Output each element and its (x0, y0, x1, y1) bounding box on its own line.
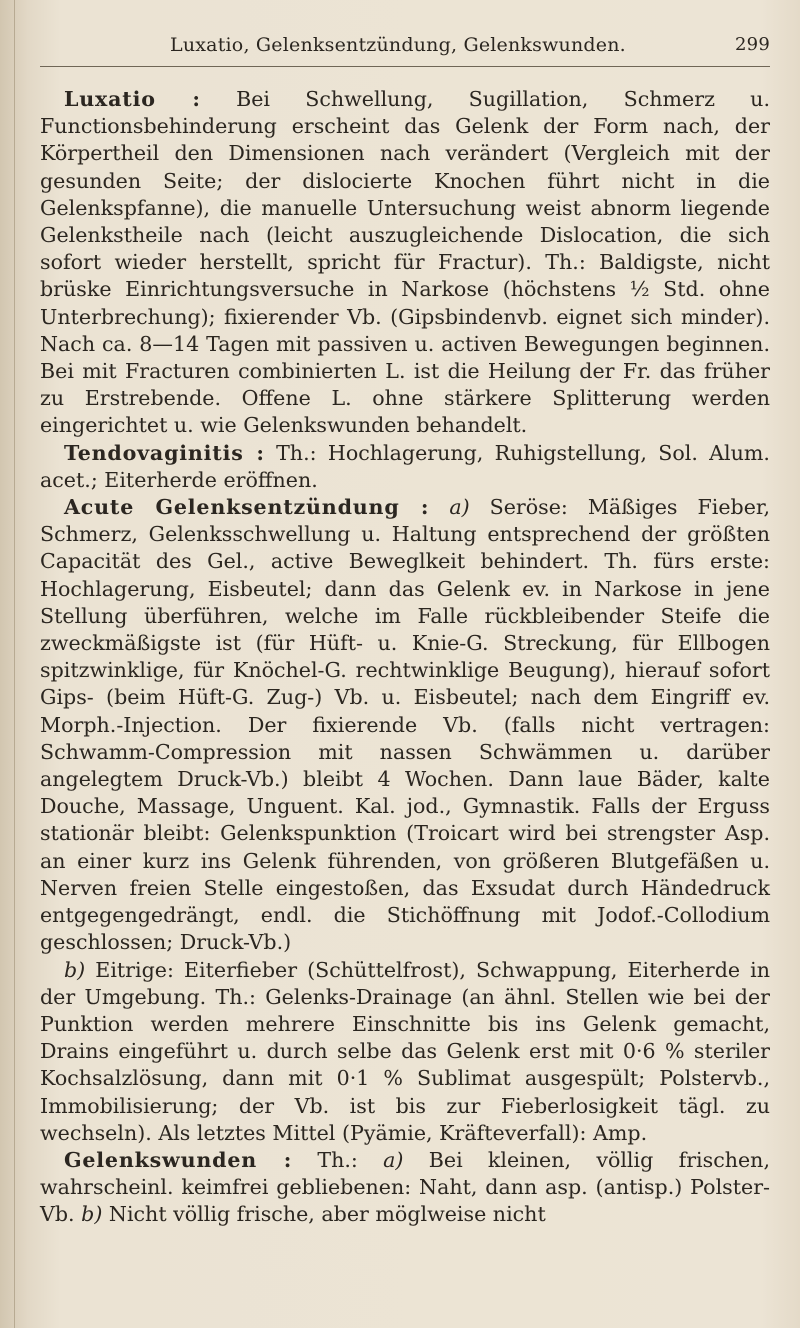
list-marker-b: b) (64, 957, 86, 982)
paragraph-tendovaginitis (40, 440, 770, 494)
paragraph-gelenkswunden (40, 1147, 770, 1229)
header-rule (40, 66, 770, 67)
paragraph-text: Th.: Hochlagerung, Ruhigstellung, Sol. Alum. acet.; Eiterherde eröffnen. (40, 440, 770, 492)
paragraph-text: Seröse: Mäßiges Fieber, Schmerz, Gelenksschwellung u. Haltung entsprechend der größten Capacität des Gel., active Beweglkeit behindert. Th. fürs erste: Hochlagerung, Eisbeutel; dann das Gelenk ev. in Narkose in jene Stellung überführen, welche im Falle rückbleibender Steife die zweckmäßigste ist (für Hüft- u. Knie-G. Streckung, für Ellbogen spitzwinklige, für Knöchel-G. rechtwinklige Beugung), hierauf sofort Gips- (beim Hüft-G. Zug-) Vb. u. Eisbeutel; nach dem Eingriff ev. Morph.-Injection. Der fixierende Vb. (falls nicht vertragen: Schwamm-Compression mit nassen Schwämmen u. darüber angelegtem Druck-Vb.) bleibt 4 Wochen. Dann laue Bäder, kalte Douche, Massage, Unguent. Kal. jod., Gymnastik. Falls der Erguss stationär bleibt: Gelenkspunktion (Troicart wird bei strengster Asp. an einer kurz ins Gelenk führenden, von größeren Blutgefäßen u. Nerven freien Stelle eingestoßen, das Exsudat durch Händedruck entgegengedrängt, endl. die Stichöffnung mit Jodof.-Collodium geschlossen; Druck-Vb.) (40, 495, 771, 955)
page-edge-shadow (14, 0, 15, 1328)
paragraph-text: Th.: (292, 1147, 384, 1172)
term-gelenkswunden: Gelenkswunden : (64, 1147, 293, 1172)
paragraph-text: Nicht völlig frische, aber möglweise nicht (102, 1202, 546, 1227)
paragraph-text: Eitrige: Eiterfieber (Schüttelfrost), Schwappung, Eiterherde in der Umgebung. Th.: Gelenks-Drainage (an ähnl. Stellen wie bei der Punktion werden mehrere Einschnitte bis ins Gelenk gemacht, Drains eingeführt u. durch selbe das Gelenk erst mit 0·6 % steriler Kochsalzlösung, dann mit 0·1 % Sublimat ausgespült; Polstervb., Immobilisierung; der Vb. ist bis zur Fieberlosigkeit tägl. zu wechseln). Als letztes Mittel (Pyämie, Kräfteverfall): Amp. (40, 957, 770, 1145)
running-title: Luxatio, Gelenksentzündung, Gelenkswunden. (170, 34, 626, 56)
paragraph-text: Bei Schwellung, Sugillation, Schmerz u. Functionsbehinderung erscheint das Gelenk der Form nach, der Körpertheil den Dimensionen nach verändert (Vergleich mit der gesunden Seite; der dislocierte Knochen führt nicht in die Gelenkspfanne), die manuelle Untersuchung weist abnorm liegende Gelenkstheile nach (leicht auszugleichende Dislocation, die sich sofort wieder herstellt, spricht für Fractur). Th.: Baldigste, nicht brüske Einrichtungsversuche in Narkose (höchstens ½ Std. ohne Unterbrechung); fixierender Vb. (Gipsbindenvb. eignet sich minder). Nach ca. 8—14 Tagen mit passiven u. activen Bewegungen beginnen. Bei mit Fracturen combinierten L. ist die Heilung der Fr. das früher zu Erstrebende. Offene L. ohne stärkere Splitterung werden eingerichtet u. wie Gelenkswunden behandelt. (40, 87, 770, 438)
paragraph-text: Bei kleinen, völlig frischen, wahrscheinl. keimfrei gebliebenen: Naht, dann asp. (antisp.) Polster-Vb. (40, 1147, 770, 1227)
paragraph-acute-gelenksentzuendung (40, 494, 770, 956)
term-acute-gelenksentzuendung: Acute Gelenksentzündung : (64, 495, 430, 520)
term-tendovaginitis: Tendovaginitis : (64, 440, 265, 465)
page-number: 299 (735, 34, 770, 55)
list-marker-a: a) (449, 495, 470, 520)
running-header (170, 32, 770, 62)
paragraph-eitrige (40, 957, 770, 1147)
list-marker-b: b) (81, 1202, 103, 1227)
body-text (40, 86, 770, 1229)
paragraph-luxatio (40, 86, 770, 440)
list-marker-a: a) (383, 1147, 404, 1172)
term-luxatio: Luxatio : (64, 87, 201, 111)
